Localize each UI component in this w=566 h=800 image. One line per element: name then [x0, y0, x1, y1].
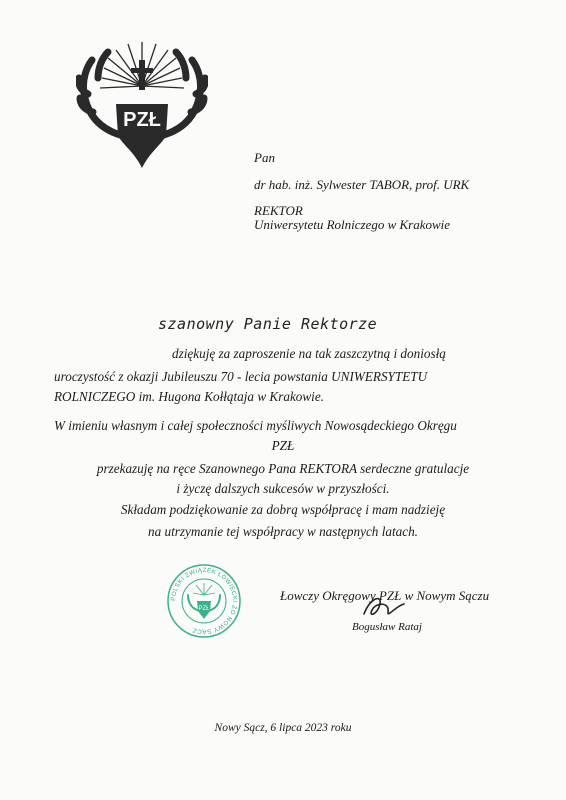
stamp-text: POLSKI ZWIĄZEK ŁOWIECKI ZO NOWY SĄCZ	[169, 566, 239, 636]
greeting: szanowny Panie Rektorze	[158, 315, 378, 333]
svg-text:POLSKI ZWIĄZEK ŁOWIECKI ZO NOW	[170, 567, 238, 635]
body-line: W imieniu własnym i całej społeczności myśliwych Nowosądeckiego Okręgu	[54, 418, 457, 433]
body-line: i życzę dalszych sukcesów w przyszłości.	[176, 481, 390, 496]
body-line: na utrzymanie tej współpracy w następnych latach.	[148, 524, 418, 539]
body-line: uroczystość z okazji Jubileuszu 70 - lecia powstania UNIWERSYTETU	[54, 369, 428, 384]
body-line: ROLNICZEGO im. Hugona Kołłątaja w Krakowie.	[54, 389, 324, 404]
recipient-institution: Uniwersytetu Rolniczego w Krakowie	[254, 217, 451, 232]
body-line: PZŁ	[271, 438, 295, 453]
letter-date: Nowy Sącz, 6 lipca 2023 roku	[214, 722, 352, 734]
pzl-logo-icon	[76, 38, 208, 176]
stamp-icon	[166, 563, 242, 639]
recipient-title: REKTOR	[254, 203, 303, 218]
signatory-name: Bogusław Rataj	[352, 621, 422, 633]
stamp-center-text: PZŁ	[198, 606, 210, 612]
handwritten-signature-icon	[360, 592, 406, 622]
signatory-title: Łowczy Okręgowy PZŁ w Nowym Sączu	[280, 588, 490, 603]
body-line: przekazuję na ręce Szanownego Pana REKTORA serdeczne gratulacje	[96, 461, 470, 476]
recipient-name: dr hab. inż. Sylwester TABOR, prof. URK	[254, 177, 470, 192]
body-line: Składam podziękowanie za dobrą współpracę i mam nadzieję	[120, 502, 446, 517]
body-line: dziękuję za zaproszenie na tak zaszczytną i doniosłą	[172, 346, 446, 361]
logo-text: PZŁ	[123, 109, 161, 131]
recipient-salutation: Pan	[254, 150, 275, 165]
